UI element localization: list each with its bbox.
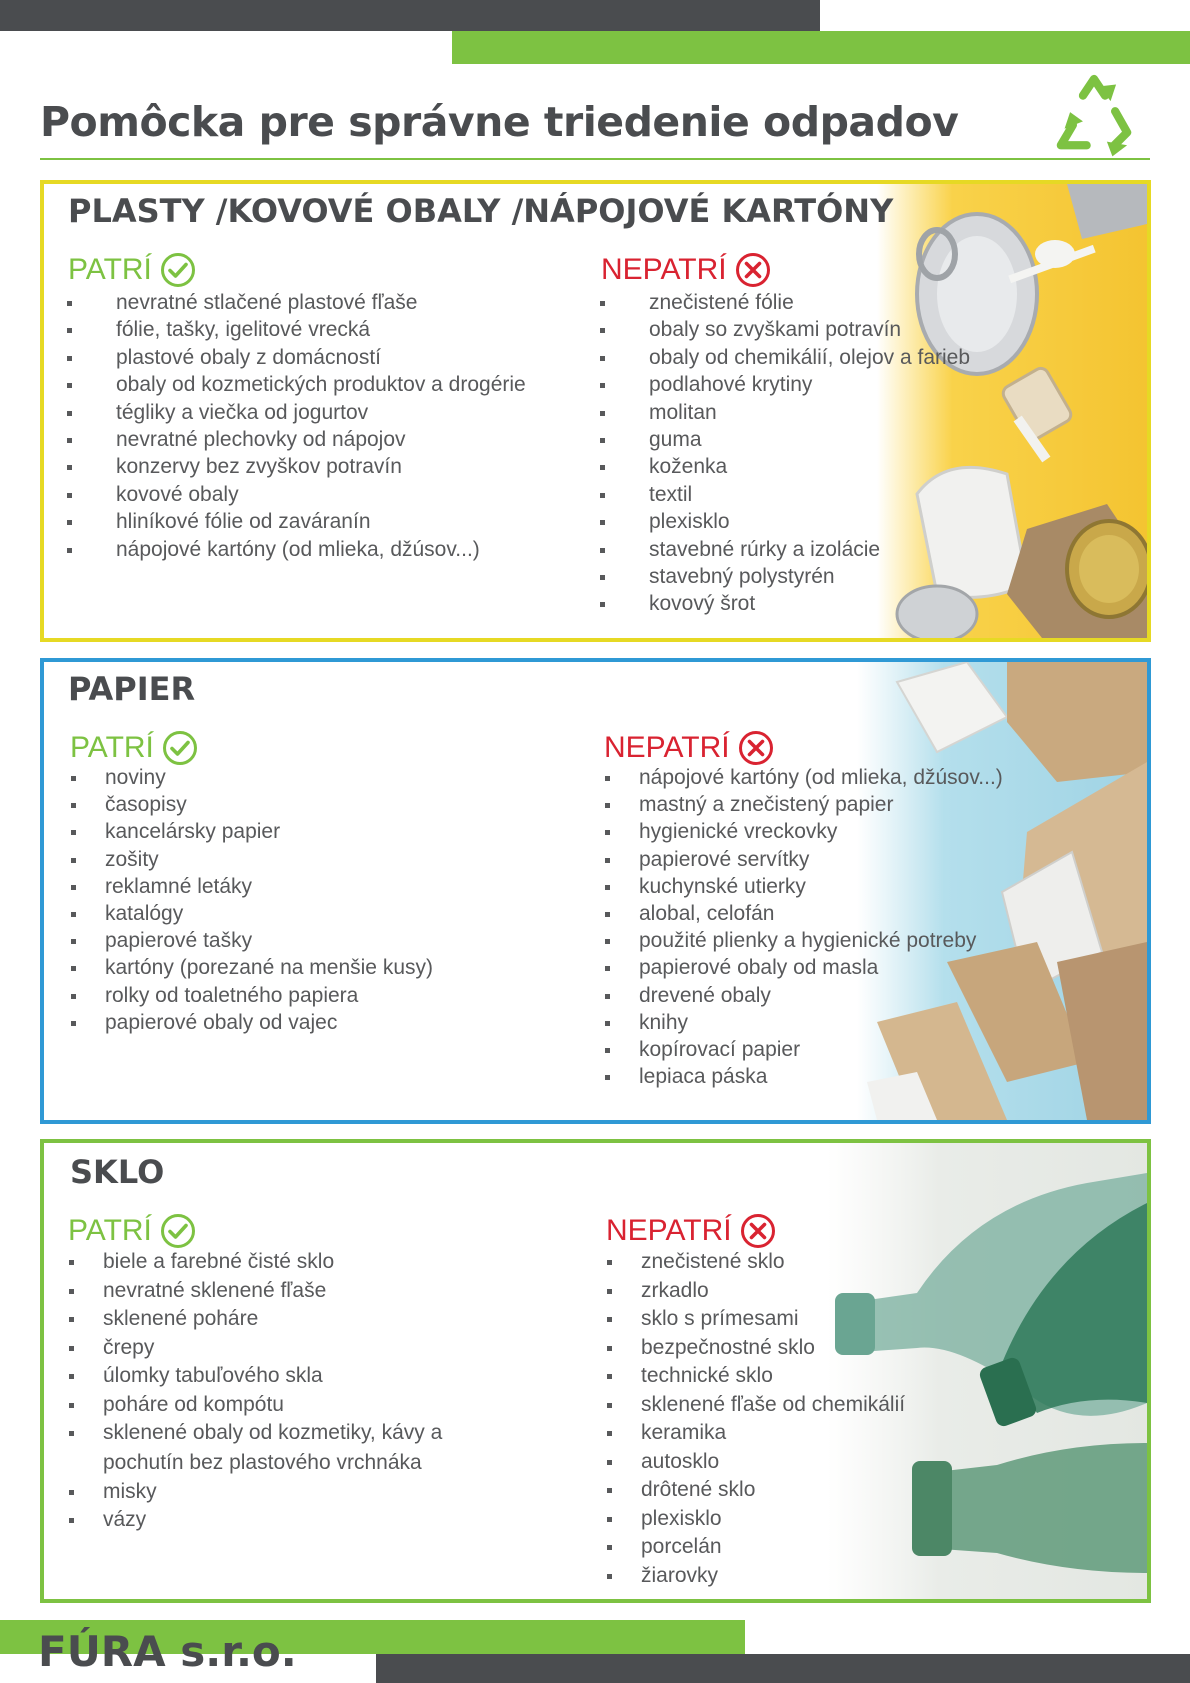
list-item: kopírovací papier <box>604 1036 1003 1063</box>
list-item: kovový šrot <box>599 590 970 617</box>
list-item: plexisklo <box>599 508 970 535</box>
list-item: sklenené obaly od kozmetiky, kávy a <box>68 1419 442 1448</box>
list-item: znečistené fólie <box>599 289 970 316</box>
list-item: plastové obaly z domácností <box>66 344 526 371</box>
forbidden-heading <box>604 730 774 766</box>
forbidden-list <box>599 289 970 618</box>
list-item: misky <box>68 1478 442 1507</box>
company-name: FÚRA s.r.o. <box>38 1627 297 1676</box>
list-item: papierové servítky <box>604 846 1003 873</box>
allowed-label: PATRÍ <box>68 1214 152 1247</box>
list-item: reklamné letáky <box>70 873 433 900</box>
list-item: hygienické vreckovky <box>604 818 1003 845</box>
forbidden-list <box>604 764 1003 1090</box>
section-papier <box>40 658 1151 1124</box>
section-sklo <box>40 1139 1151 1603</box>
list-item: hliníkové fólie od zaváranín <box>66 508 526 535</box>
list-item: porcelán <box>606 1533 905 1562</box>
list-item: stavebné rúrky a izolácie <box>599 536 970 563</box>
forbidden-heading <box>601 252 771 288</box>
list-item-continuation: pochutín bez plastového vrchnáka <box>103 1450 422 1474</box>
list-item: nevratné sklenené fľaše <box>68 1277 442 1306</box>
list-item: zrkadlo <box>606 1277 905 1306</box>
x-circle-icon <box>738 730 774 766</box>
list-item: bezpečnostné sklo <box>606 1334 905 1363</box>
list-item: stavebný polystyrén <box>599 563 970 590</box>
list-item: knihy <box>604 1009 1003 1036</box>
list-item: vázy <box>68 1506 442 1535</box>
list-item: časopisy <box>70 791 433 818</box>
page-title: Pomôcka pre správne triedenie odpadov <box>40 98 959 146</box>
allowed-label: PATRÍ <box>70 731 154 764</box>
forbidden-label: NEPATRÍ <box>604 731 730 764</box>
list-item: drevené obaly <box>604 982 1003 1009</box>
list-item: nápojové kartóny (od mlieka, džúsov...) <box>66 536 526 563</box>
section-title: PAPIER <box>68 670 196 708</box>
list-item: kuchynské utierky <box>604 873 1003 900</box>
section-plasty <box>40 180 1151 642</box>
check-circle-icon <box>160 252 196 288</box>
list-item: lepiaca páska <box>604 1063 1003 1090</box>
list-item: obaly od chemikálií, olejov a farieb <box>599 344 970 371</box>
list-item: autosklo <box>606 1448 905 1477</box>
list-item: textil <box>599 481 970 508</box>
forbidden-list <box>606 1248 905 1590</box>
list-item: žiarovky <box>606 1562 905 1591</box>
list-item: nápojové kartóny (od mlieka, džúsov...) <box>604 764 1003 791</box>
check-circle-icon <box>162 730 198 766</box>
list-item: papierové obaly od masla <box>604 954 1003 981</box>
list-item: obaly od kozmetických produktov a drogérie <box>66 371 526 398</box>
list-item: biele a farebné čisté sklo <box>68 1248 442 1277</box>
list-item: technické sklo <box>606 1362 905 1391</box>
x-circle-icon <box>735 252 771 288</box>
list-item: katalógy <box>70 900 433 927</box>
x-circle-icon <box>740 1213 776 1249</box>
list-item: znečistené sklo <box>606 1248 905 1277</box>
list-item: poháre od kompótu <box>68 1391 442 1420</box>
list-item: koženka <box>599 453 970 480</box>
list-item: kartóny (porezané na menšie kusy) <box>70 954 433 981</box>
allowed-heading <box>68 252 196 288</box>
list-item: guma <box>599 426 970 453</box>
check-circle-icon <box>160 1213 196 1249</box>
list-item: zošity <box>70 846 433 873</box>
forbidden-label: NEPATRÍ <box>601 253 727 286</box>
list-item: drôtené sklo <box>606 1476 905 1505</box>
forbidden-heading <box>606 1213 776 1249</box>
top-green-bar <box>452 31 1190 64</box>
list-item: konzervy bez zvyškov potravín <box>66 453 526 480</box>
list-item: noviny <box>70 764 433 791</box>
recycle-icon <box>1048 68 1140 160</box>
list-item: alobal, celofán <box>604 900 1003 927</box>
list-item: papierové obaly od vajec <box>70 1009 433 1036</box>
allowed-list <box>68 1248 442 1535</box>
list-item: fólie, tašky, igelitové vrecká <box>66 316 526 343</box>
allowed-heading <box>68 1213 196 1249</box>
list-item: obaly so zvyškami potravín <box>599 316 970 343</box>
list-item: molitan <box>599 399 970 426</box>
list-item: sklenené fľaše od chemikálií <box>606 1391 905 1420</box>
title-rule <box>40 158 1150 160</box>
list-item: črepy <box>68 1334 442 1363</box>
list-item: tégliky a viečka od jogurtov <box>66 399 526 426</box>
allowed-list <box>66 289 526 563</box>
list-item: mastný a znečistený papier <box>604 791 1003 818</box>
top-dark-bar <box>0 0 820 31</box>
list-item: sklenené poháre <box>68 1305 442 1334</box>
list-item: keramika <box>606 1419 905 1448</box>
list-item: podlahové krytiny <box>599 371 970 398</box>
allowed-label: PATRÍ <box>68 253 152 286</box>
list-item: nevratné stlačené plastové fľaše <box>66 289 526 316</box>
bottom-dark-bar <box>376 1654 1190 1683</box>
allowed-list <box>70 764 433 1036</box>
list-item: kovové obaly <box>66 481 526 508</box>
list-item: plexisklo <box>606 1505 905 1534</box>
section-title: PLASTY /KOVOVÉ OBALY /NÁPOJOVÉ KARTÓNY <box>68 192 894 230</box>
list-item: sklo s prímesami <box>606 1305 905 1334</box>
section-title: SKLO <box>70 1153 165 1191</box>
forbidden-label: NEPATRÍ <box>606 1214 732 1247</box>
list-item: použité plienky a hygienické potreby <box>604 927 1003 954</box>
list-item: kancelársky papier <box>70 818 433 845</box>
list-item: rolky od toaletného papiera <box>70 982 433 1009</box>
list-item: nevratné plechovky od nápojov <box>66 426 526 453</box>
list-item: úlomky tabuľového skla <box>68 1362 442 1391</box>
allowed-heading <box>70 730 198 766</box>
list-item: papierové tašky <box>70 927 433 954</box>
